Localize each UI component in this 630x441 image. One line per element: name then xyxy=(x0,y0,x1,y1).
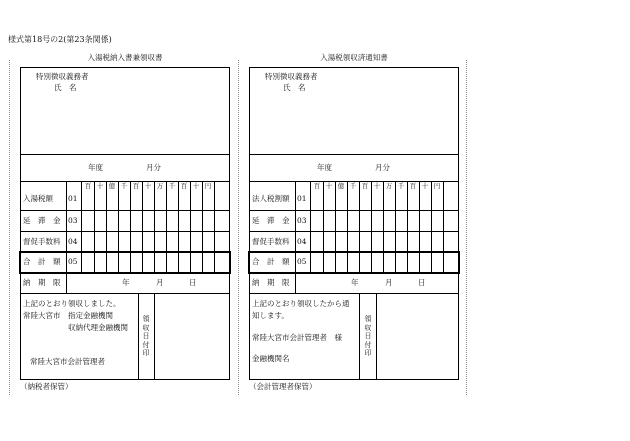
right-digit-header: 万 xyxy=(385,182,393,190)
right-digit-header: 千 xyxy=(397,182,405,190)
right-digit-header: 百 xyxy=(361,182,369,190)
right-cut-line xyxy=(466,60,467,395)
right-footer: （会計管理者保管） xyxy=(249,382,317,391)
right-row-code: 01 xyxy=(297,194,307,203)
left-row-label: 合 計 額 xyxy=(23,257,61,266)
left-due-label: 納 期 限 xyxy=(23,278,61,287)
right-city-manager: 常陸大宮市会計管理者 様 xyxy=(252,333,342,342)
left-form-title: 入湯税納入書兼領収書 xyxy=(87,53,163,62)
right-period-year: 年度 xyxy=(317,163,332,172)
left-digit-header: 十 xyxy=(144,182,152,190)
left-digit-header: 十 xyxy=(96,182,104,190)
form-title: 様式第18号の2(第23条関係) xyxy=(8,35,112,44)
left-period-month: 月分 xyxy=(146,163,161,172)
right-digit-header: 円 xyxy=(433,182,441,190)
left-label-col xyxy=(66,181,67,293)
right-payer-label: 特別徴収義務者 xyxy=(265,72,318,81)
left-row-label: 入湯税額 xyxy=(23,194,53,203)
right-due-month: 月 xyxy=(385,278,393,287)
right-row-label: 法人税割額 xyxy=(252,194,290,203)
right-stamp-label: 領収日付印 xyxy=(364,315,372,357)
center-cut-line xyxy=(238,60,239,395)
left-due-day: 日 xyxy=(189,278,197,287)
right-stamp-left xyxy=(359,293,360,380)
left-row-label: 延 滞 金 xyxy=(23,216,61,225)
right-receipt-text: 上記のとおり領収したから通 知します。 xyxy=(252,299,350,320)
right-form-title: 入湯税領収済通知書 xyxy=(320,53,388,62)
left-period-year: 年度 xyxy=(88,163,103,172)
left-row-label: 督促手数料 xyxy=(23,237,61,246)
left-digit-header: 百 xyxy=(84,182,92,190)
left-digit-header: 十 xyxy=(192,182,200,190)
left-receipt-text: 上記のとおり領収しました。 常陸大宮市 指定金融機関 収納代理金融機関 xyxy=(23,299,128,332)
right-digit-header: 十 xyxy=(325,182,333,190)
left-due-month: 月 xyxy=(156,278,164,287)
left-stamp-label: 領収日付印 xyxy=(142,315,150,357)
right-period-month: 月分 xyxy=(375,163,390,172)
right-row-label: 延 滞 金 xyxy=(252,216,290,225)
right-digit-header: 千 xyxy=(349,182,357,190)
right-row-code: 03 xyxy=(297,216,307,225)
left-digit-header: 百 xyxy=(132,182,140,190)
right-bank-label: 金融機関名 xyxy=(252,354,290,363)
left-row-code: 03 xyxy=(68,216,78,225)
left-digit-header: 億 xyxy=(108,182,116,190)
left-digit-header: 万 xyxy=(156,182,164,190)
left-city-manager: 常陸大宮市会計管理者 xyxy=(30,357,105,366)
left-due-year: 年 xyxy=(122,278,130,287)
right-digit-header: 十 xyxy=(421,182,429,190)
right-row-label: 合 計 額 xyxy=(252,257,290,266)
right-row-label: 督促手数料 xyxy=(252,237,290,246)
left-payer-bottom xyxy=(20,154,230,155)
left-digit-header: 円 xyxy=(204,182,212,190)
right-digit-header: 百 xyxy=(409,182,417,190)
right-stamp-right xyxy=(376,293,377,380)
left-stamp-right xyxy=(154,293,155,380)
right-payer-bottom xyxy=(249,154,459,155)
right-due-year: 年 xyxy=(351,278,359,287)
right-due-day: 日 xyxy=(418,278,426,287)
left-digit-header: 千 xyxy=(120,182,128,190)
left-cut-line xyxy=(9,60,10,395)
right-due-label: 納 期 限 xyxy=(252,278,290,287)
left-row-code: 01 xyxy=(68,194,78,203)
right-total-row-frame xyxy=(248,251,460,274)
right-row-code: 04 xyxy=(297,237,307,246)
left-row-code: 04 xyxy=(68,237,78,246)
right-row-code: 05 xyxy=(297,257,307,266)
left-footer: （納税者保管） xyxy=(20,382,73,391)
right-label-col xyxy=(295,181,296,293)
right-digit-header: 十 xyxy=(373,182,381,190)
left-digit-header: 百 xyxy=(180,182,188,190)
right-digit-header: 百 xyxy=(313,182,321,190)
right-name-label: 氏 名 xyxy=(283,83,306,92)
left-stamp-left xyxy=(138,293,139,380)
left-name-label: 氏 名 xyxy=(54,83,77,92)
left-payer-label: 特別徴収義務者 xyxy=(36,72,89,81)
left-row-code: 05 xyxy=(68,257,78,266)
left-total-row-frame xyxy=(19,251,231,274)
right-digit-header: 億 xyxy=(337,182,345,190)
left-digit-header: 千 xyxy=(168,182,176,190)
